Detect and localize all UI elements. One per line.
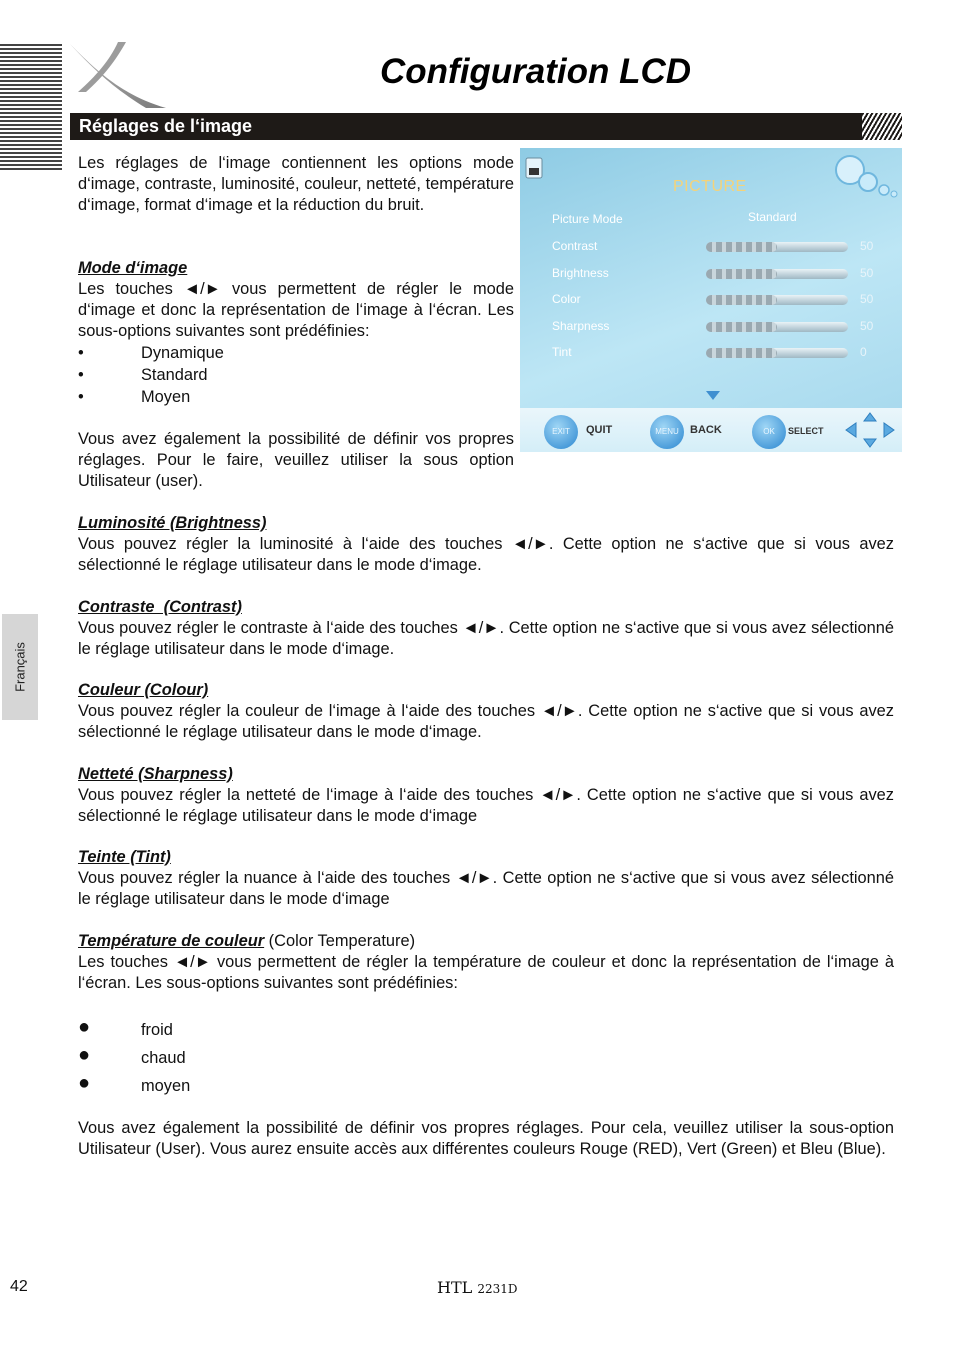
navigation-arrows-icon (842, 411, 898, 449)
exit-button-icon: EXIT (544, 415, 578, 449)
language-side-tab (2, 614, 38, 720)
contraste-paragraph: Vous pouvez régler le contraste à l‘aide des touches ◄/►. Cette option ne s‘active que si vous avez sélectionné le réglage utilisateur dans le mode d‘image. (78, 619, 894, 658)
bubbles-decoration-icon (832, 152, 902, 200)
model-name: HTL 2231D (437, 1278, 518, 1297)
osd-title: PICTURE (673, 178, 747, 195)
osd-picture-mode-value: Standard (748, 210, 797, 224)
menu-button-icon: MENU (650, 415, 684, 449)
nettete-heading: Netteté (Sharpness) (78, 765, 233, 783)
section-bar-hatch-decoration (862, 113, 902, 140)
bullet-icon: • (78, 388, 84, 406)
quit-label: QUIT (586, 424, 613, 436)
nettete-paragraph: Vous pouvez régler la netteté de l‘image à l‘aide des touches ◄/►. Cette option ne s‘active que si vous avez sélectionné le réglage utilisateur dans le mode d‘image (78, 786, 894, 825)
page-number: 42 (10, 1278, 28, 1295)
mode-image-heading: Mode d‘image (78, 259, 188, 277)
ok-button-icon: OK (752, 415, 786, 449)
temperature-extra-paragraph: Vous avez également la possibilité de définir vos propres réglages. Pour cela, veuillez utiliser la sous-option Utilisateur (User). Vous aurez ensuite accès aux différentes couleurs Rouge (RED), Vert (Green) et Bleu (Blue). (78, 1119, 894, 1158)
luminosite-paragraph: Vous pouvez régler la luminosité à l‘aide des touches ◄/►. Cette option ne s‘active que si vous avez sélectionné le réglage utilisateur dans le mode d‘image. (78, 535, 894, 574)
bullet-icon: ● (78, 1044, 91, 1066)
select-label: SELECT (788, 426, 824, 436)
bullet-icon: • (78, 366, 84, 384)
osd-row-label: Color (552, 292, 581, 306)
osd-row-label: Contrast (552, 239, 598, 253)
page-title: Configuration LCD (380, 52, 692, 91)
mode-image-paragraph: Les touches ◄/► vous permettent de régler le mode d‘image et donc la représentation de l‘image à l‘écran. Les sous-options suivantes sont prédéfinies: (78, 280, 514, 340)
osd-row-value: 0 (860, 345, 867, 359)
osd-row-label: Sharpness (552, 318, 610, 333)
osd-slider-fill (706, 295, 777, 305)
temperature-heading: Température de couleur (78, 932, 265, 950)
picture-menu-screenshot (520, 148, 902, 452)
osd-slider-track (706, 269, 848, 279)
osd-row-value: 50 (860, 265, 874, 280)
bullet-icon: ● (78, 1016, 91, 1038)
osd-slider-fill (706, 322, 777, 332)
contraste-heading: Contraste (Contrast) (78, 598, 242, 616)
brand-logo-icon (66, 40, 170, 112)
couleur-paragraph: Vous pouvez régler la couleur de l‘image à l‘aide des touches ◄/►. Cette option ne s‘active que si vous avez sélectionné le réglage utilisateur dans le mode d‘image. (78, 702, 894, 741)
osd-row-label: Tint (552, 345, 572, 359)
luminosite-heading: Luminosité (Brightness) (78, 514, 267, 532)
temperature-heading-line (78, 931, 415, 952)
temperature-heading-suffix: (Color Temperature) (264, 932, 416, 950)
osd-slider-track (706, 322, 848, 332)
osd-slider-track (706, 348, 848, 358)
osd-row-value: 50 (860, 292, 874, 306)
osd-slider-fill (706, 242, 777, 252)
osd-slider-track (706, 242, 848, 252)
scroll-down-arrow-icon (706, 391, 720, 400)
back-label: BACK (690, 424, 722, 436)
osd-slider-fill (706, 348, 777, 358)
osd-picture-mode-label: Picture Mode (552, 212, 623, 226)
couleur-heading: Couleur (Colour) (78, 681, 209, 699)
osd-row-value: 50 (860, 318, 874, 333)
osd-slider-track (706, 295, 848, 305)
teinte-heading: Teinte (Tint) (78, 848, 171, 866)
header-stripes-decoration (0, 44, 62, 172)
section-heading-bar: Réglages de l‘image (70, 113, 864, 140)
mode-image-extra-paragraph: Vous avez également la possibilité de définir vos propres réglages. Pour le faire, veuillez utiliser la sous option Utilisateur (user). (78, 430, 514, 490)
tv-icon (524, 154, 544, 184)
osd-row-value: 50 (860, 239, 874, 253)
language-tab-label: Français (12, 642, 28, 692)
teinte-paragraph: Vous pouvez régler la nuance à l‘aide des touches ◄/►. Cette option ne s‘active que si vous avez sélectionné le réglage utilisateur dans le mode d‘image (78, 869, 894, 908)
bullet-icon: • (78, 344, 84, 362)
temperature-paragraph: Les touches ◄/► vous permettent de régler la température de couleur et donc la représentation de l‘image à l‘écran. Les sous-options suivantes sont prédéfinies: (78, 953, 894, 992)
intro-paragraph: Les réglages de l‘image contiennent les options mode d‘image, contraste, luminosité, couleur, netteté, température d‘image, format d‘image et la réduction du bruit. (78, 154, 514, 214)
osd-slider-fill (706, 269, 777, 279)
bullet-icon: ● (78, 1072, 91, 1094)
osd-row-label: Brightness (552, 265, 609, 280)
